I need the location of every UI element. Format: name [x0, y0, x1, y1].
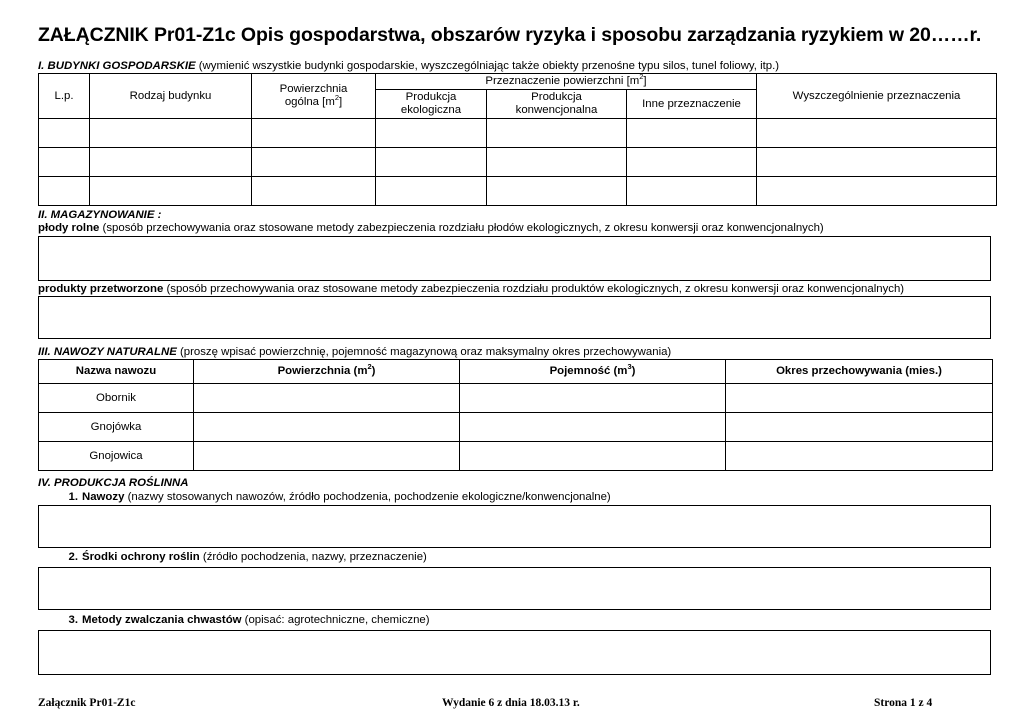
srodki-ochrony-field[interactable]	[38, 567, 991, 610]
table-row	[39, 384, 993, 413]
produkty-przetworzone-label: produkty przetworzone (sposób przechowywania oraz stosowane metody zabezpieczenia rozdziału produktów ekologicznych, z okresu konwersji oraz konwencjonalnych)	[38, 283, 905, 295]
section-produkcja-roslinna-heading: IV. PRODUKCJA ROŚLINNA	[38, 477, 189, 489]
page-title: ZAŁĄCZNIK Pr01-Z1c Opis gospodarstwa, obszarów ryzyka i sposobu zarządzania ryzykiem w 20……r.	[38, 24, 982, 46]
section-magazynowanie-heading: II. MAGAZYNOWANIE :	[38, 209, 162, 221]
metody-zwalczania-field[interactable]	[38, 630, 991, 675]
nawozy-label: 1. Nawozy (nazwy stosowanych nawozów, źródło pochodzenia, pochodzenie ekologiczne/konwencjonalne)	[68, 491, 611, 503]
header-lp: L.p.	[39, 74, 90, 119]
header-nazwa-nawozu: Nazwa nawozu	[39, 360, 194, 384]
section-budynki-heading	[38, 60, 779, 73]
metody-zwalczania-label: 3. Metody zwalczania chwastów (opisać: agrotechniczne, chemiczne)	[68, 614, 430, 626]
table-row	[39, 177, 997, 206]
footer-page-number: Strona 1 z 4	[874, 697, 933, 709]
nawozy-field[interactable]	[38, 505, 991, 548]
table-header-row	[39, 360, 993, 384]
header-okres-przechowywania: Okres przechowywania (mies.)	[726, 360, 993, 384]
produkty-przetworzone-field[interactable]	[38, 296, 991, 339]
section-heading: I. BUDYNKI GOSPODARSKIE	[38, 60, 196, 72]
table-row	[39, 442, 993, 471]
buildings-table	[38, 73, 997, 206]
section-nawozy-heading: III. NAWOZY NATURALNE (proszę wpisać powierzchnię, pojemność magazynową oraz maksymalny okres przechowywania)	[38, 346, 672, 358]
header-wyszczegolnienie: Wyszczególnienie przeznaczenia	[757, 74, 997, 119]
header-produkcja-konwencjonalna: Produkcja konwencjonalna	[487, 90, 627, 119]
plody-rolne-label: płody rolne (sposób przechowywania oraz stosowane metody zabezpieczenia rozdziału płodów ekologicznych, z okresu konwersji oraz konwencjonalnych)	[38, 222, 824, 234]
footer-attachment: Załącznik Pr01-Z1c	[38, 697, 136, 709]
table-header-row	[39, 74, 997, 90]
header-powierzchnia: Powierzchnia $(m^2)$	[194, 360, 460, 384]
row-label-gnojowica: Gnojowica	[39, 442, 194, 471]
row-label-obornik: Obornik	[39, 384, 194, 413]
header-rodzaj-budynku: Rodzaj budynku	[90, 74, 252, 119]
header-inne-przeznaczenie: Inne przeznaczenie	[627, 90, 757, 119]
table-row	[39, 119, 997, 148]
header-powierzchnia-ogolna: Powierzchnia ogólna $[m^2]$	[252, 74, 376, 119]
table-row	[39, 148, 997, 177]
srodki-ochrony-label: 2. Środki ochrony roślin (źródło pochodzenia, nazwy, przeznaczenie)	[68, 551, 427, 563]
table-row	[39, 413, 993, 442]
section-note: (wymienić wszystkie budynki gospodarskie, wyszczególniając także obiekty przenośne typu silos, tunel foliowy, itp.)	[195, 60, 780, 72]
header-pojemnosc: Pojemność $(m^3)$	[460, 360, 726, 384]
header-przeznaczenie-powierzchni: Przeznaczenie powierzchni $[m^2]$	[376, 74, 757, 90]
footer-edition: Wydanie 6 z dnia 18.03.13 r.	[442, 697, 580, 709]
plody-rolne-field[interactable]	[38, 236, 991, 281]
manure-table	[38, 359, 993, 471]
row-label-gnojowka: Gnojówka	[39, 413, 194, 442]
header-produkcja-ekologiczna: Produkcja ekologiczna	[376, 90, 487, 119]
